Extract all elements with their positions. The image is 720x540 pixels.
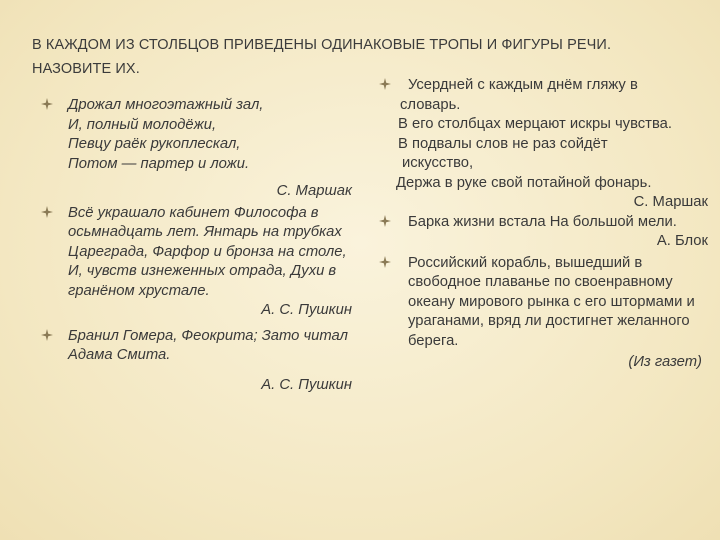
list-item bbox=[40, 204, 356, 321]
list-item bbox=[380, 76, 706, 213]
poem-line: Усердней с каждым днём гляжу в bbox=[408, 77, 638, 93]
quote-author: А. С. Пушкин bbox=[261, 302, 352, 318]
poem-line: И, полный молодёжи, bbox=[68, 116, 217, 133]
poem-line: Дрожал многоэтажный зал, bbox=[68, 97, 264, 113]
quote-text: Российский корабль, вышедший в свободное плаванье по своенравному океану мирового рынка с его штормами и ураганами, вряд ли достигнет желанного берега. bbox=[408, 254, 695, 349]
list-item bbox=[40, 327, 356, 396]
poem-line: В подвалы слов не раз сойдёт bbox=[398, 135, 608, 152]
quote-text: Бранил Гомера, Феокрита; Зато читал Адама Смита. bbox=[68, 327, 348, 363]
title-line: В КАЖДОМ ИЗ СТОЛБЦОВ ПРИВЕДЕНЫ ОДИНАКОВЫЕ ТРОПЫ И ФИГУРЫ РЕЧИ. bbox=[32, 37, 612, 53]
title-line: НАЗОВИТЕ ИХ. bbox=[32, 61, 140, 77]
list-item bbox=[40, 96, 356, 202]
cross-bullet-icon bbox=[40, 205, 54, 219]
right-column bbox=[380, 76, 706, 373]
poem-line: Держа в руке свой потайной фонарь. bbox=[396, 174, 652, 191]
cross-bullet-icon bbox=[378, 255, 392, 269]
quote-text: Всё украшало кабинет Философа в осьмнадцать лет. Янтарь на трубках Цареграда, Фарфор и бронза на столе, И, чувств изнеженных отрада, Духи в гранёном хрустале. bbox=[68, 204, 347, 299]
poem-line: В его столбцах мерцают искры чувства. bbox=[398, 116, 672, 132]
cross-bullet-icon bbox=[378, 77, 392, 91]
cross-bullet-icon bbox=[40, 328, 54, 342]
cross-bullet-icon bbox=[40, 97, 54, 111]
quote-author: С. Маршак bbox=[276, 183, 352, 199]
list-item bbox=[380, 254, 706, 373]
quote-author: А. С. Пушкин bbox=[261, 376, 352, 393]
quote-text: Барка жизни встала На большой мели. bbox=[408, 213, 677, 230]
left-column bbox=[40, 96, 356, 395]
poem-line: искусство, bbox=[402, 155, 474, 171]
list-item bbox=[380, 213, 706, 252]
quote-author: (Из газет) bbox=[628, 354, 702, 370]
poem-line: словарь. bbox=[400, 96, 461, 113]
cross-bullet-icon bbox=[378, 214, 392, 228]
slide-title bbox=[32, 33, 692, 81]
poem-line: Потом — партер и ложи. bbox=[68, 155, 250, 172]
quote-author: А. Блок bbox=[656, 233, 708, 249]
poem-line: Певцу раёк рукоплескал, bbox=[68, 136, 241, 152]
quote-author: С. Маршак bbox=[633, 194, 708, 210]
